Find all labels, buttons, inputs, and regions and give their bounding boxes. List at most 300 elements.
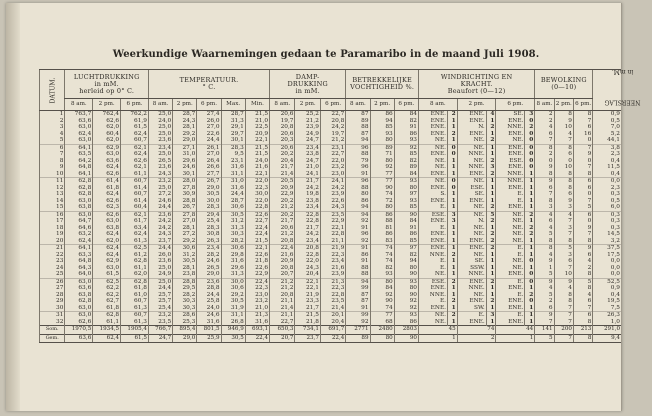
temperature-cell: 30,5 — [221, 298, 245, 305]
rain-total: 9,4 — [593, 334, 621, 343]
wind-direction-cell: ENE. — [496, 151, 525, 158]
rain-cell: 2,3 — [593, 185, 621, 192]
wind-direction-cell: ENE. — [457, 198, 486, 205]
wind-direction-cell: NE. — [418, 178, 447, 185]
pressure-cell: 62,4 — [121, 151, 149, 158]
temperature-cell: 29,0 — [197, 185, 221, 192]
vapour-cell: 22,8 — [295, 211, 320, 218]
humidity-cell: 88 — [346, 151, 370, 158]
humidity-cell: 94 — [370, 118, 394, 125]
rain-cell: 0,5 — [593, 118, 621, 125]
wind-direction-cell: ENE. — [418, 198, 447, 205]
pressure-cell: 62,5 — [121, 245, 149, 252]
wind-force-cell: 0 — [525, 278, 535, 285]
day-cell: 22 — [40, 252, 65, 259]
vapour-cell: 22,4 — [270, 245, 295, 252]
temperature-cell: 21,5 — [245, 238, 269, 245]
temperature-cell: 28,1 — [173, 225, 197, 232]
vapour-total: 691,7 — [320, 326, 345, 335]
pressure-cell: 60,4 — [121, 204, 149, 211]
day-cell: 23 — [40, 258, 65, 265]
temperature-cell: 21,8 — [245, 258, 269, 265]
temperature-cell: 28,1 — [173, 265, 197, 272]
vapour-cell: 20,7 — [270, 271, 295, 278]
vapour-cell: 23,2 — [320, 164, 345, 171]
wind-force-cell: 1 — [486, 225, 496, 232]
vapour-cell: 20,4 — [320, 319, 345, 326]
vapour-cell: 24,1 — [320, 178, 345, 185]
day-cell: 3 — [40, 124, 65, 131]
wind-direction-cell: ENE. — [418, 151, 447, 158]
vapour-cell: 22,6 — [320, 198, 345, 205]
wind-direction-cell: SE. — [457, 258, 486, 265]
vapour-cell: 19,8 — [295, 191, 320, 198]
rain-cell: 5,2 — [593, 131, 621, 138]
footer-label: Gem. — [40, 334, 65, 343]
humidity-cell: 89 — [394, 164, 418, 171]
humidity-cell: 77 — [370, 171, 394, 178]
temperature-cell: 21,6 — [245, 164, 269, 171]
wind-direction-cell: NNE. — [496, 171, 525, 178]
vapour-cell: 20,9 — [270, 258, 295, 265]
wind-direction-cell: ESE. — [418, 278, 447, 285]
wind-direction-cell: E. — [496, 191, 525, 198]
subheader-cell: 8 am. — [346, 99, 370, 111]
cloud-cell: 2 — [573, 265, 592, 272]
vapour-cell: 22,1 — [295, 278, 320, 285]
humidity-cell: 92 — [346, 319, 370, 326]
vapour-cell: 21,2 — [270, 204, 295, 211]
humidity-cell: 91 — [346, 171, 370, 178]
page-title: Weerkundige Waarnemingen gedaan te Paramaribo in de maand Juli 1908. — [112, 49, 540, 60]
humidity-cell: 85 — [394, 238, 418, 245]
cloud-cell: 16 — [573, 131, 592, 138]
cloud-cell: 9 — [535, 164, 554, 171]
temperature-cell: 23,1 — [221, 158, 245, 165]
vapour-cell: 22,1 — [295, 285, 320, 292]
vapour-cell: 20,4 — [270, 158, 295, 165]
pressure-cell: 63,8 — [65, 204, 93, 211]
temperature-cell: 26,0 — [197, 118, 221, 125]
pressure-cell: 62,6 — [93, 118, 121, 125]
day-cell: 8 — [40, 158, 65, 165]
temperature-cell: 23,5 — [148, 319, 172, 326]
day-cell: 12 — [40, 185, 65, 192]
pressure-cell: 63,6 — [65, 285, 93, 292]
wind-force-cell: 5 — [486, 211, 496, 218]
humidity-cell: 90 — [370, 298, 394, 305]
wind-direction-cell: NE. — [418, 164, 447, 171]
temperature-cell: 22,4 — [245, 231, 269, 238]
day-cell: 31 — [40, 312, 65, 319]
cloud-cell: 7 — [573, 305, 592, 312]
wind-direction-cell: NNE. — [496, 178, 525, 185]
temperature-cell: 26,7 — [173, 204, 197, 211]
subheader-cell: 2 pm. — [173, 99, 197, 111]
cloud-cell: 9 — [535, 178, 554, 185]
wind-direction-cell: ENE. — [457, 171, 486, 178]
wind-direction-cell: NE. — [418, 144, 447, 151]
vapour-cell: 24,3 — [295, 265, 320, 272]
wind-force-cell: 3 — [486, 164, 496, 171]
vapour-cell: 24,7 — [295, 137, 320, 144]
cloud-cell: 5 — [573, 278, 592, 285]
vapour-cell: 21,2 — [320, 137, 345, 144]
wind-force-cell: 2 — [486, 238, 496, 245]
wind-direction-cell: ENE. — [418, 185, 447, 192]
pressure-cell: 64,8 — [65, 258, 93, 265]
pressure-total: 61,5 — [121, 334, 149, 343]
temperature-total: 766,7 — [148, 326, 172, 335]
day-cell: 1 — [40, 111, 65, 118]
wind-direction-cell: E. — [496, 312, 525, 319]
day-cell: 20 — [40, 238, 65, 245]
wind-direction-cell: ENE. — [496, 131, 525, 138]
temperature-cell: 25,7 — [148, 292, 172, 299]
pressure-cell: 62,8 — [121, 258, 149, 265]
wind-direction-cell: NNE. — [496, 124, 525, 131]
pressure-cell: 62,2 — [93, 292, 121, 299]
rain-cell: 0,3 — [593, 225, 621, 232]
cloud-cell: 10 — [554, 124, 573, 131]
cloud-cell: 4 — [554, 131, 573, 138]
pressure-cell: 63,0 — [65, 198, 93, 205]
vapour-cell: 22,8 — [295, 218, 320, 225]
temperature-total: 801,5 — [197, 326, 221, 335]
vapour-cell: 22,3 — [320, 285, 345, 292]
humidity-cell: 93 — [394, 278, 418, 285]
temperature-cell: 29,2 — [173, 131, 197, 138]
humidity-cell: 90 — [370, 185, 394, 192]
pressure-cell: 60,7 — [121, 312, 149, 319]
rain-cell: 0,4 — [593, 171, 621, 178]
vapour-cell: 21,2 — [295, 118, 320, 125]
wind-direction-cell: E. — [418, 298, 447, 305]
temperature-cell: 22,3 — [245, 285, 269, 292]
humidity-cell: 80 — [394, 185, 418, 192]
pressure-cell: 62,1 — [121, 164, 149, 171]
temperature-total: 24,7 — [148, 334, 172, 343]
temperature-cell: 28,3 — [197, 204, 221, 211]
cloud-cell: 7 — [573, 198, 592, 205]
wind-force-cell: 1 — [486, 319, 496, 326]
temperature-cell: 24,9 — [148, 271, 172, 278]
pressure-cell: 64,3 — [65, 265, 93, 272]
humidity-cell: 80 — [346, 191, 370, 198]
cloud-cell: 4 — [535, 225, 554, 232]
humidity-cell: 92 — [370, 292, 394, 299]
wind-direction-cell: E. — [418, 204, 447, 211]
temperature-cell: 30,5 — [221, 211, 245, 218]
cloud-cell: 7 — [554, 218, 573, 225]
wind-force-cell: 1 — [486, 292, 496, 299]
vapour-cell: 24,2 — [320, 124, 345, 131]
vapour-cell: 22,0 — [320, 158, 345, 165]
cloud-cell: 9 — [535, 258, 554, 265]
temperature-cell: 29,1 — [221, 124, 245, 131]
vapour-cell: 23,5 — [320, 298, 345, 305]
wind-force-cell: 2 — [448, 298, 458, 305]
wind-direction-cell: NE. — [457, 292, 486, 299]
wind-force-cell: 2 — [525, 211, 535, 218]
vapour-cell: 22,9 — [270, 191, 295, 198]
wind-force-cell: 0 — [525, 298, 535, 305]
rain-cell: 0,3 — [593, 218, 621, 225]
cloud-cell: 7 — [573, 231, 592, 238]
vapour-cell: 21,7 — [270, 218, 295, 225]
temperature-cell: 26,5 — [148, 158, 172, 165]
wind-force-cell: 1 — [448, 245, 458, 252]
subheader-cell: 6 pm. — [197, 99, 221, 111]
temperature-cell: 24,2 — [148, 225, 172, 232]
cloud-cell: 3 — [535, 204, 554, 211]
humidity-cell: 86 — [346, 252, 370, 259]
cloud-total: 5 — [535, 334, 554, 343]
cloud-cell: 8 — [554, 298, 573, 305]
cloud-cell: 0 — [554, 158, 573, 165]
wind-force-cell: 1 — [448, 238, 458, 245]
wind-force-cell: 1 — [448, 265, 458, 272]
wind-force-cell: 1 — [486, 118, 496, 125]
wind-force-cell: 2 — [486, 231, 496, 238]
wind-force-cell: 1 — [448, 271, 458, 278]
pressure-cell: 62,0 — [93, 124, 121, 131]
temperature-cell: 23,6 — [148, 137, 172, 144]
vapour-cell: 20,2 — [270, 198, 295, 205]
temperature-cell: 29,6 — [221, 265, 245, 272]
pressure-cell: 62,8 — [65, 298, 93, 305]
cloud-cell: 8 — [554, 111, 573, 118]
wind-direction-cell: ENE. — [418, 238, 447, 245]
pressure-cell: 63,0 — [65, 211, 93, 218]
wind-force-cell: 1 — [448, 191, 458, 198]
humidity-cell: 84 — [394, 111, 418, 118]
humidity-cell: 91 — [346, 258, 370, 265]
humidity-cell: 86 — [394, 131, 418, 138]
pressure-cell: 61,4 — [121, 185, 149, 192]
subheader-cell: 2 pm. — [554, 99, 573, 111]
temperature-cell: 30,5 — [197, 191, 221, 198]
temperature-cell: 24,6 — [197, 258, 221, 265]
temperature-cell: 28,2 — [221, 238, 245, 245]
temperature-cell: 27,4 — [197, 111, 221, 118]
temperature-cell: 31,6 — [221, 185, 245, 192]
vapour-cell: 20,8 — [320, 118, 345, 125]
cloud-cell: 9 — [554, 118, 573, 125]
temperature-cell: 30,8 — [197, 231, 221, 238]
temperature-cell: 30,3 — [173, 305, 197, 312]
wind-direction-cell: E. — [457, 312, 486, 319]
wind-force-cell: 1 — [448, 305, 458, 312]
temperature-cell: 29,2 — [173, 238, 197, 245]
cloud-cell: 3 — [554, 204, 573, 211]
cloud-cell: 8 — [554, 238, 573, 245]
humidity-cell: 91 — [346, 225, 370, 232]
temperature-cell: 22,9 — [245, 271, 269, 278]
rain-cell: 44,1 — [593, 137, 621, 144]
pressure-cell: 63,0 — [65, 137, 93, 144]
humidity-cell: 86 — [394, 231, 418, 238]
humidity-cell: 84 — [394, 218, 418, 225]
pressure-cell: 63,0 — [65, 305, 93, 312]
header-windrichting: WINDRICHTING EN KRACHT. Beaufort (0—12) — [418, 70, 534, 99]
wind-direction-cell: ESE. — [496, 158, 525, 165]
pressure-cell: 62,8 — [93, 312, 121, 319]
temperature-cell: 31,0 — [173, 151, 197, 158]
wind-direction-cell: ENE. — [496, 305, 525, 312]
humidity-cell: 86 — [370, 231, 394, 238]
cloud-cell: 6 — [573, 211, 592, 218]
temperature-cell: 30,0 — [197, 198, 221, 205]
pressure-cell: 64,7 — [65, 218, 93, 225]
day-cell: 10 — [40, 171, 65, 178]
wind-direction-cell: SSW. — [457, 265, 486, 272]
pressure-cell: 762,2 — [121, 111, 149, 118]
temperature-cell: 28,8 — [197, 285, 221, 292]
wind-force-cell: 4 — [486, 111, 496, 118]
cloud-cell: 6 — [535, 131, 554, 138]
rain-cell: 0,9 — [593, 285, 621, 292]
temperature-cell: 25,0 — [148, 151, 172, 158]
temperature-cell: 29,6 — [173, 158, 197, 165]
temperature-cell: 30,3 — [173, 298, 197, 305]
wind-force-cell: 0 — [525, 158, 535, 165]
wind-direction-cell: NE. — [418, 271, 447, 278]
wind-force-cell: 1 — [448, 231, 458, 238]
vapour-cell: 20,9 — [270, 185, 295, 192]
temperature-cell: 23,6 — [148, 211, 172, 218]
pressure-cell: 62,1 — [121, 211, 149, 218]
humidity-cell: 93 — [370, 131, 394, 138]
pressure-cell: 62,9 — [93, 258, 121, 265]
pressure-cell: 61,8 — [93, 305, 121, 312]
pressure-cell: 61,1 — [121, 265, 149, 272]
temperature-cell: 30,6 — [221, 245, 245, 252]
pressure-cell: 62,0 — [93, 238, 121, 245]
temperature-cell: 28,2 — [197, 252, 221, 259]
wind-force-cell: 1 — [486, 131, 496, 138]
pressure-cell: 63,4 — [121, 225, 149, 232]
wind-force-cell: 2 — [486, 158, 496, 165]
wind-force-cell: 0 — [525, 131, 535, 138]
temperature-cell: 20,9 — [245, 131, 269, 138]
humidity-cell: 86 — [370, 111, 394, 118]
pressure-cell: 62,2 — [93, 285, 121, 292]
temperature-cell: 25,0 — [148, 131, 172, 138]
wind-direction-cell: NNE. — [457, 285, 486, 292]
subheader-cell: 8 am. — [535, 99, 554, 111]
pressure-cell: 61,5 — [121, 124, 149, 131]
temperature-cell: 24,4 — [197, 137, 221, 144]
table-row — [40, 144, 622, 151]
cloud-cell: 9 — [573, 245, 592, 252]
temperature-cell: 24,4 — [148, 285, 172, 292]
cloud-total: 200 — [554, 326, 573, 335]
rain-cell: 14,5 — [593, 231, 621, 238]
temperature-cell: 31,1 — [221, 312, 245, 319]
wind-force-cell: 0 — [448, 151, 458, 158]
temperature-cell: 24,0 — [148, 118, 172, 125]
humidity-cell: 74 — [370, 258, 394, 265]
cloud-total: 213 — [573, 326, 592, 335]
pressure-cell: 62,4 — [93, 231, 121, 238]
table-row — [40, 204, 622, 211]
vapour-cell: 20,6 — [270, 131, 295, 138]
temperature-total: 895,4 — [173, 326, 197, 335]
temperature-cell: 25,8 — [197, 298, 221, 305]
temperature-cell: 26,8 — [221, 319, 245, 326]
subheader-cell: 8 am. — [65, 99, 93, 111]
wind-force-cell: 1 — [448, 137, 458, 144]
pressure-cell: 60,7 — [121, 178, 149, 185]
cloud-cell: 9 — [573, 151, 592, 158]
wind-direction-cell: SE. — [496, 111, 525, 118]
rain-cell: 0,3 — [593, 191, 621, 198]
humidity-cell: 74 — [370, 305, 394, 312]
wind-total: 44 — [496, 326, 535, 335]
wind-force-cell: 1 — [486, 198, 496, 205]
temperature-cell: 21,3 — [245, 312, 269, 319]
wind-force-cell: 1 — [525, 191, 535, 198]
wind-total: 45 — [418, 326, 457, 335]
wind-direction-cell: ENE. — [496, 204, 525, 211]
cloud-cell: 4 — [554, 211, 573, 218]
temperature-cell: 30,1 — [173, 171, 197, 178]
humidity-cell: 90 — [394, 292, 418, 299]
wind-force-cell: 1 — [525, 285, 535, 292]
cloud-cell: 8 — [554, 144, 573, 151]
humidity-cell: 85 — [394, 151, 418, 158]
pressure-cell: 62,0 — [93, 137, 121, 144]
temperature-cell: 29,0 — [173, 137, 197, 144]
humidity-cell: 87 — [346, 111, 370, 118]
rain-total: 291,0 — [593, 326, 621, 335]
pressure-cell: 62,6 — [93, 198, 121, 205]
document-page — [6, 3, 641, 411]
humidity-cell: 86 — [394, 319, 418, 326]
temperature-total: 946,9 — [221, 326, 245, 335]
wind-direction-cell: NNE. — [418, 292, 447, 299]
temperature-cell: 24,4 — [197, 292, 221, 299]
pressure-cell: 63,0 — [65, 278, 93, 285]
wind-direction-cell: ENE. — [457, 111, 486, 118]
temperature-cell: 30,6 — [221, 204, 245, 211]
table-row — [40, 245, 622, 252]
temperature-cell: 25,0 — [148, 278, 172, 285]
cloud-total: 7 — [554, 334, 573, 343]
cloud-cell: 10 — [554, 164, 573, 171]
table-row — [40, 271, 622, 278]
wind-force-cell: 1 — [448, 158, 458, 165]
temperature-cell: 23,4 — [148, 144, 172, 151]
wind-direction-cell: ENE. — [496, 271, 525, 278]
temperature-cell: 25,0 — [148, 265, 172, 272]
temperature-cell: 24,0 — [197, 305, 221, 312]
humidity-cell: 97 — [394, 191, 418, 198]
wind-force-cell: 1 — [448, 225, 458, 232]
wind-direction-cell: ENE. — [418, 231, 447, 238]
wind-force-cell: 0 — [525, 164, 535, 171]
pressure-total: 1970,5 — [65, 326, 93, 335]
wind-direction-cell: ENE. — [457, 245, 486, 252]
humidity-cell: 92 — [370, 164, 394, 171]
temperature-total: 29,0 — [173, 334, 197, 343]
humidity-total: 2771 — [346, 326, 370, 335]
temperature-cell: 22,6 — [245, 211, 269, 218]
wind-total: 1 — [496, 334, 535, 343]
humidity-cell: 80 — [394, 265, 418, 272]
rain-cell: 7,0 — [593, 124, 621, 131]
